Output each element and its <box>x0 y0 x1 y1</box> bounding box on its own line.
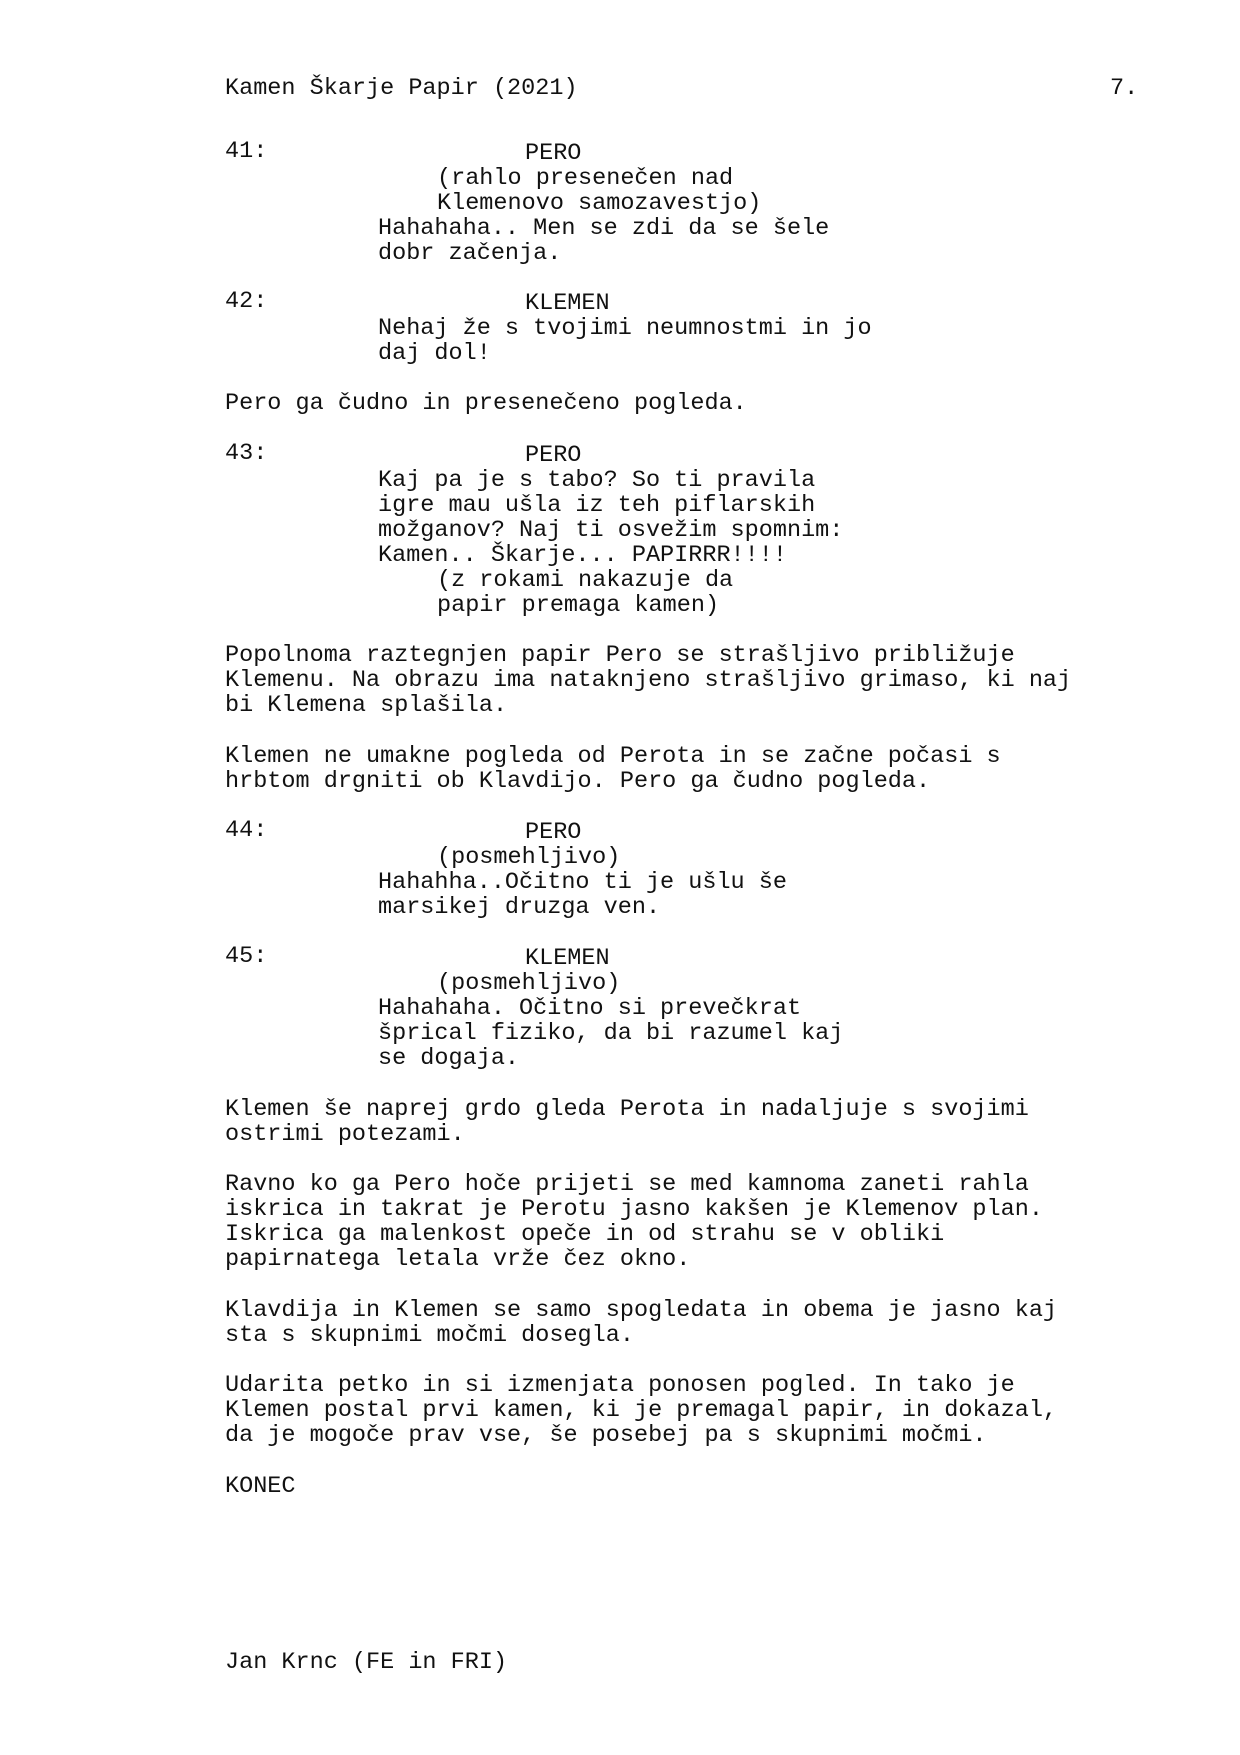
scene-number: 42: <box>225 288 268 315</box>
author-credit: Jan Krnc (FE in FRI) <box>225 1649 508 1676</box>
action-line: sta s skupnimi močmi dosegla. <box>225 1322 634 1349</box>
action-line: Klemen postal prvi kamen, ki je premagal papir, in dokazal, <box>225 1397 1058 1424</box>
action-line: ostrimi potezami. <box>225 1121 465 1148</box>
dialogue-line: Hahahaha. Očitno si prevečkrat <box>378 995 802 1022</box>
action-line: Iskrica ga malenkost opeče in od strahu se v obliki <box>225 1221 945 1248</box>
parenthetical-line: Klemenovo samozavestjo) <box>437 190 762 217</box>
action-line: da je mogoče prav vse, še posebej pa s skupnimi močmi. <box>225 1422 987 1449</box>
dialogue-line: Hahahha..Očitno ti je ušlu še <box>378 869 787 896</box>
dialogue-line: marsikej druzga ven. <box>378 894 661 921</box>
dialogue-line: dobr začenja. <box>378 240 562 267</box>
dialogue-line: igre mau ušla iz teh piflarskih <box>378 492 816 519</box>
action-line: Klavdija in Klemen se samo spogledata in obema je jasno kaj <box>225 1297 1058 1324</box>
action-line: bi Klemena splašila. <box>225 692 508 719</box>
dialogue-line: daj dol! <box>378 340 491 367</box>
action-line: papirnatega letala vrže čez okno. <box>225 1246 691 1273</box>
character-name: KLEMEN <box>525 945 610 972</box>
action-line: iskrica in takrat je Perotu jasno kakšen je Klemenov plan. <box>225 1196 1043 1223</box>
action-line: Klemen ne umakne pogleda od Perota in se začne počasi s <box>225 743 1001 770</box>
parenthetical-line: papir premaga kamen) <box>437 592 720 619</box>
end-marker: KONEC <box>225 1473 296 1500</box>
character-name: KLEMEN <box>525 290 610 317</box>
character-name: PERO <box>525 819 582 846</box>
parenthetical-line: (posmehljivo) <box>437 970 621 997</box>
dialogue-line: šprical fiziko, da bi razumel kaj <box>378 1020 844 1047</box>
dialogue-line: možganov? Naj ti osvežim spomnim: <box>378 517 844 544</box>
character-name: PERO <box>525 442 582 469</box>
scene-number: 44: <box>225 817 268 844</box>
action-line: Ravno ko ga Pero hoče prijeti se med kamnoma zaneti rahla <box>225 1171 1029 1198</box>
action-line: Popolnoma raztegnjen papir Pero se strašljivo približuje <box>225 642 1015 669</box>
character-name: PERO <box>525 140 582 167</box>
dialogue-line: Hahahaha.. Men se zdi da se šele <box>378 215 830 242</box>
parenthetical-line: (z rokami nakazuje da <box>437 567 734 594</box>
action-line: Pero ga čudno in presenečeno pogleda. <box>225 390 747 417</box>
action-line: hrbtom drgniti ob Klavdijo. Pero ga čudno pogleda. <box>225 768 931 795</box>
action-line: Klemenu. Na obrazu ima nataknjeno strašljivo grimaso, ki naj <box>225 667 1072 694</box>
scene-number: 43: <box>225 440 268 467</box>
document-title: Kamen Škarje Papir (2021) <box>225 75 578 102</box>
dialogue-line: Kaj pa je s tabo? So ti pravila <box>378 467 816 494</box>
dialogue-line: Nehaj že s tvojimi neumnostmi in jo <box>378 315 872 342</box>
dialogue-line: Kamen.. Škarje... PAPIRRR!!!! <box>378 542 787 569</box>
page-number: 7. <box>1110 75 1139 102</box>
dialogue-line: se dogaja. <box>378 1045 520 1072</box>
scene-number: 41: <box>225 138 268 165</box>
parenthetical-line: (posmehljivo) <box>437 844 621 871</box>
action-line: Klemen še naprej grdo gleda Perota in nadaljuje s svojimi <box>225 1096 1029 1123</box>
action-line: Udarita petko in si izmenjata ponosen pogled. In tako je <box>225 1372 1015 1399</box>
parenthetical-line: (rahlo presenečen nad <box>437 165 734 192</box>
scene-number: 45: <box>225 943 268 970</box>
